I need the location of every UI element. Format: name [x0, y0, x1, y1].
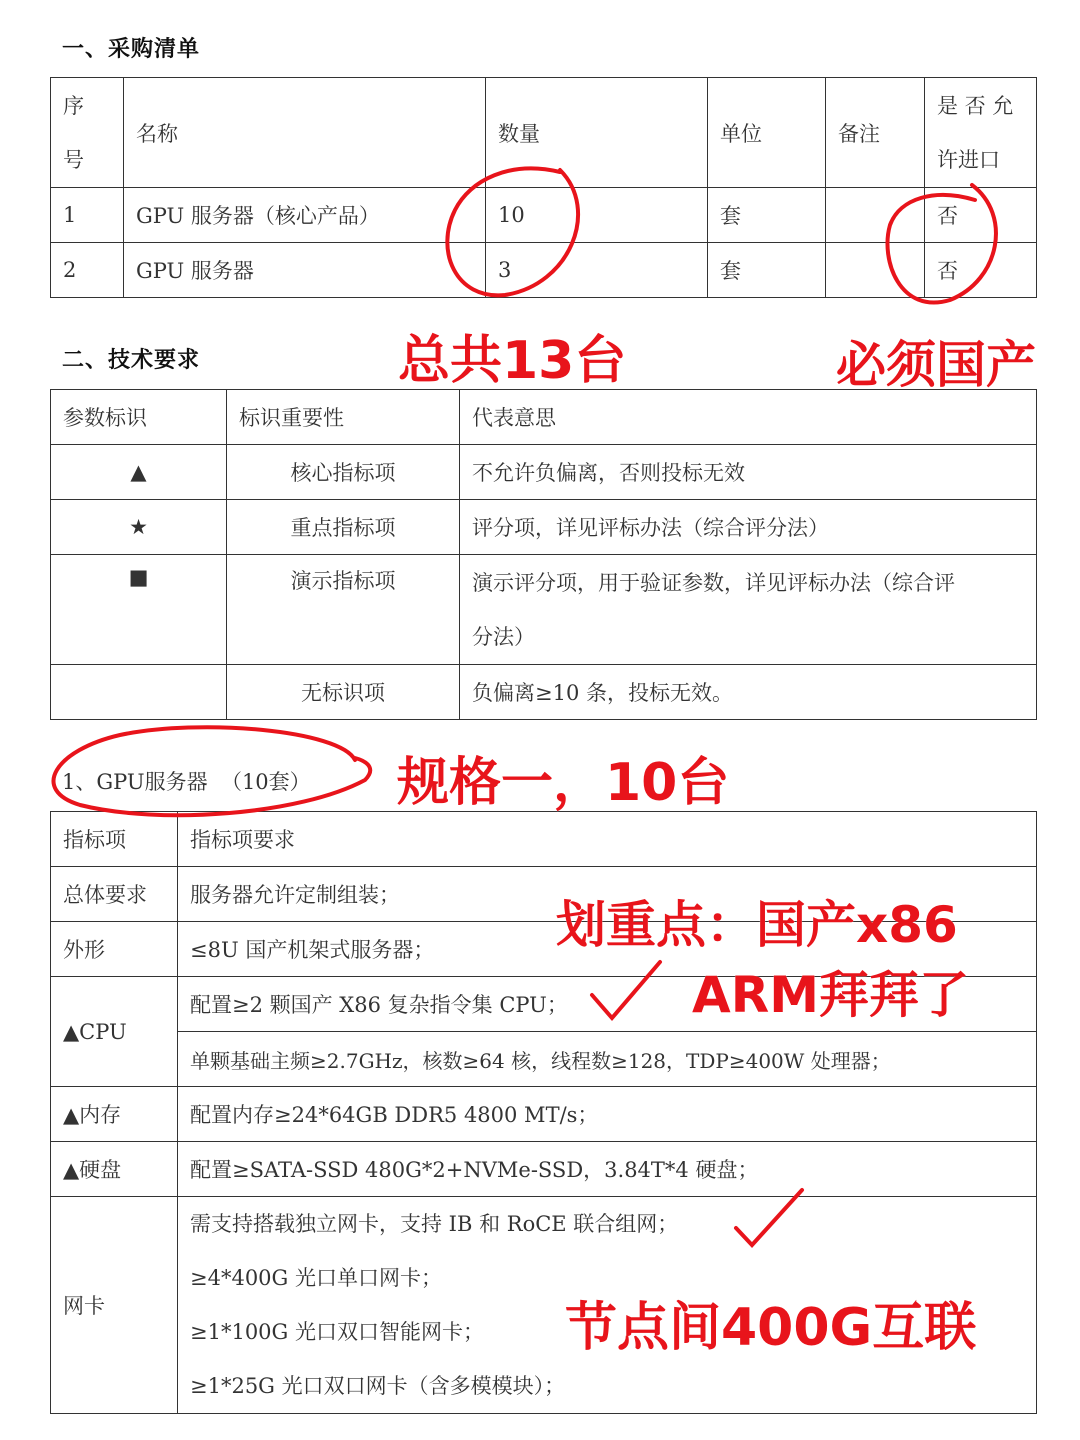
header-mark: 参数标识 [51, 390, 227, 445]
star-icon: ★ [51, 500, 227, 555]
row-req: 配置内存≥24*64GB DDR5 4800 MT/s； [178, 1087, 1037, 1142]
annotation-total: 总共13台 [398, 331, 627, 391]
table-row [51, 1142, 1037, 1197]
row-name: GPU 服务器 [124, 243, 486, 298]
procurement-table [50, 77, 1037, 298]
header-note: 备注 [826, 78, 925, 188]
section2-title: 二、技术要求 [62, 348, 201, 373]
row-req: 单颗基础主频≥2.7GHz，核数≥64 核，线程数≥128，TDP≥400W 处理器； [178, 1032, 1037, 1087]
header-unit: 单位 [708, 78, 826, 188]
row-note [826, 243, 925, 298]
square-icon: ■ [51, 555, 227, 665]
row-meaning: 负偏离≥10 条，投标无效。 [460, 665, 1037, 720]
row-importance: 重点指标项 [227, 500, 460, 555]
row-item: 网卡 [51, 1197, 178, 1414]
annotation-highlight1: 划重点：国产x86 [556, 896, 958, 954]
row-importance: 无标识项 [227, 665, 460, 720]
row-name: GPU 服务器（核心产品） [124, 188, 486, 243]
header-meaning: 代表意思 [460, 390, 1037, 445]
section3-title: 1、GPU服务器 （10套） [62, 770, 311, 794]
annotation-highlight2: ARM拜拜了 [692, 966, 969, 1024]
header-importance: 标识重要性 [227, 390, 460, 445]
table-row [51, 1032, 1037, 1087]
legend-table [50, 389, 1037, 720]
header-name: 名称 [124, 78, 486, 188]
row-import: 否 [925, 188, 1037, 243]
row-req: 需支持搭载独立网卡，支持 IB 和 RoCE 联合组网； ≥4*400G 光口单口网卡； ≥1*100G 光口双口智能网卡； ≥1*25G 光口双口网卡（含多模模块）； [178, 1197, 1037, 1414]
header-qty: 数量 [486, 78, 708, 188]
header-requirement: 指标项要求 [178, 812, 1037, 867]
row-importance: 核心指标项 [227, 445, 460, 500]
table-row [51, 665, 1037, 720]
row-qty: 10 [486, 188, 708, 243]
row-note [826, 188, 925, 243]
row-item: ▲内存 [51, 1087, 178, 1142]
header-seq: 序 号 [51, 78, 124, 188]
row-seq: 1 [51, 188, 124, 243]
row-mark [51, 665, 227, 720]
section1-title: 一、采购清单 [62, 37, 201, 62]
row-req: ≤8U 国产机架式服务器； [178, 922, 1037, 977]
annotation-domestic: 必须国产 [836, 336, 1036, 394]
row-meaning: 评分项，详见评标办法（综合评分法） [460, 500, 1037, 555]
row-item: 外形 [51, 922, 178, 977]
row-qty: 3 [486, 243, 708, 298]
triangle-icon: ▲ [51, 445, 227, 500]
table-row [51, 555, 1037, 665]
annotation-spec1: 规格一，10台 [397, 753, 730, 813]
row-meaning: 演示评分项，用于验证参数，详见评标办法（综合评 分法） [460, 555, 1037, 665]
row-import: 否 [925, 243, 1037, 298]
row-item: ▲CPU [51, 977, 178, 1087]
row-importance: 演示指标项 [227, 555, 460, 665]
table-row [51, 188, 1037, 243]
header-import: 是 否 允 许进口 [925, 78, 1037, 188]
header-item: 指标项 [51, 812, 178, 867]
row-item: ▲硬盘 [51, 1142, 178, 1197]
row-req: 配置≥2 颗国产 X86 复杂指令集 CPU； [178, 977, 1037, 1032]
table-row [51, 1087, 1037, 1142]
row-req: 服务器允许定制组装； [178, 867, 1037, 922]
table-row [51, 445, 1037, 500]
row-meaning: 不允许负偏离，否则投标无效 [460, 445, 1037, 500]
row-req: 配置≥SATA-SSD 480G*2+NVMe-SSD，3.84T*4 硬盘； [178, 1142, 1037, 1197]
table-row [51, 243, 1037, 298]
row-seq: 2 [51, 243, 124, 298]
row-item: 总体要求 [51, 867, 178, 922]
row-unit: 套 [708, 188, 826, 243]
table-row [51, 500, 1037, 555]
annotation-interconnect: 节点间400G互联 [565, 1298, 977, 1358]
row-unit: 套 [708, 243, 826, 298]
